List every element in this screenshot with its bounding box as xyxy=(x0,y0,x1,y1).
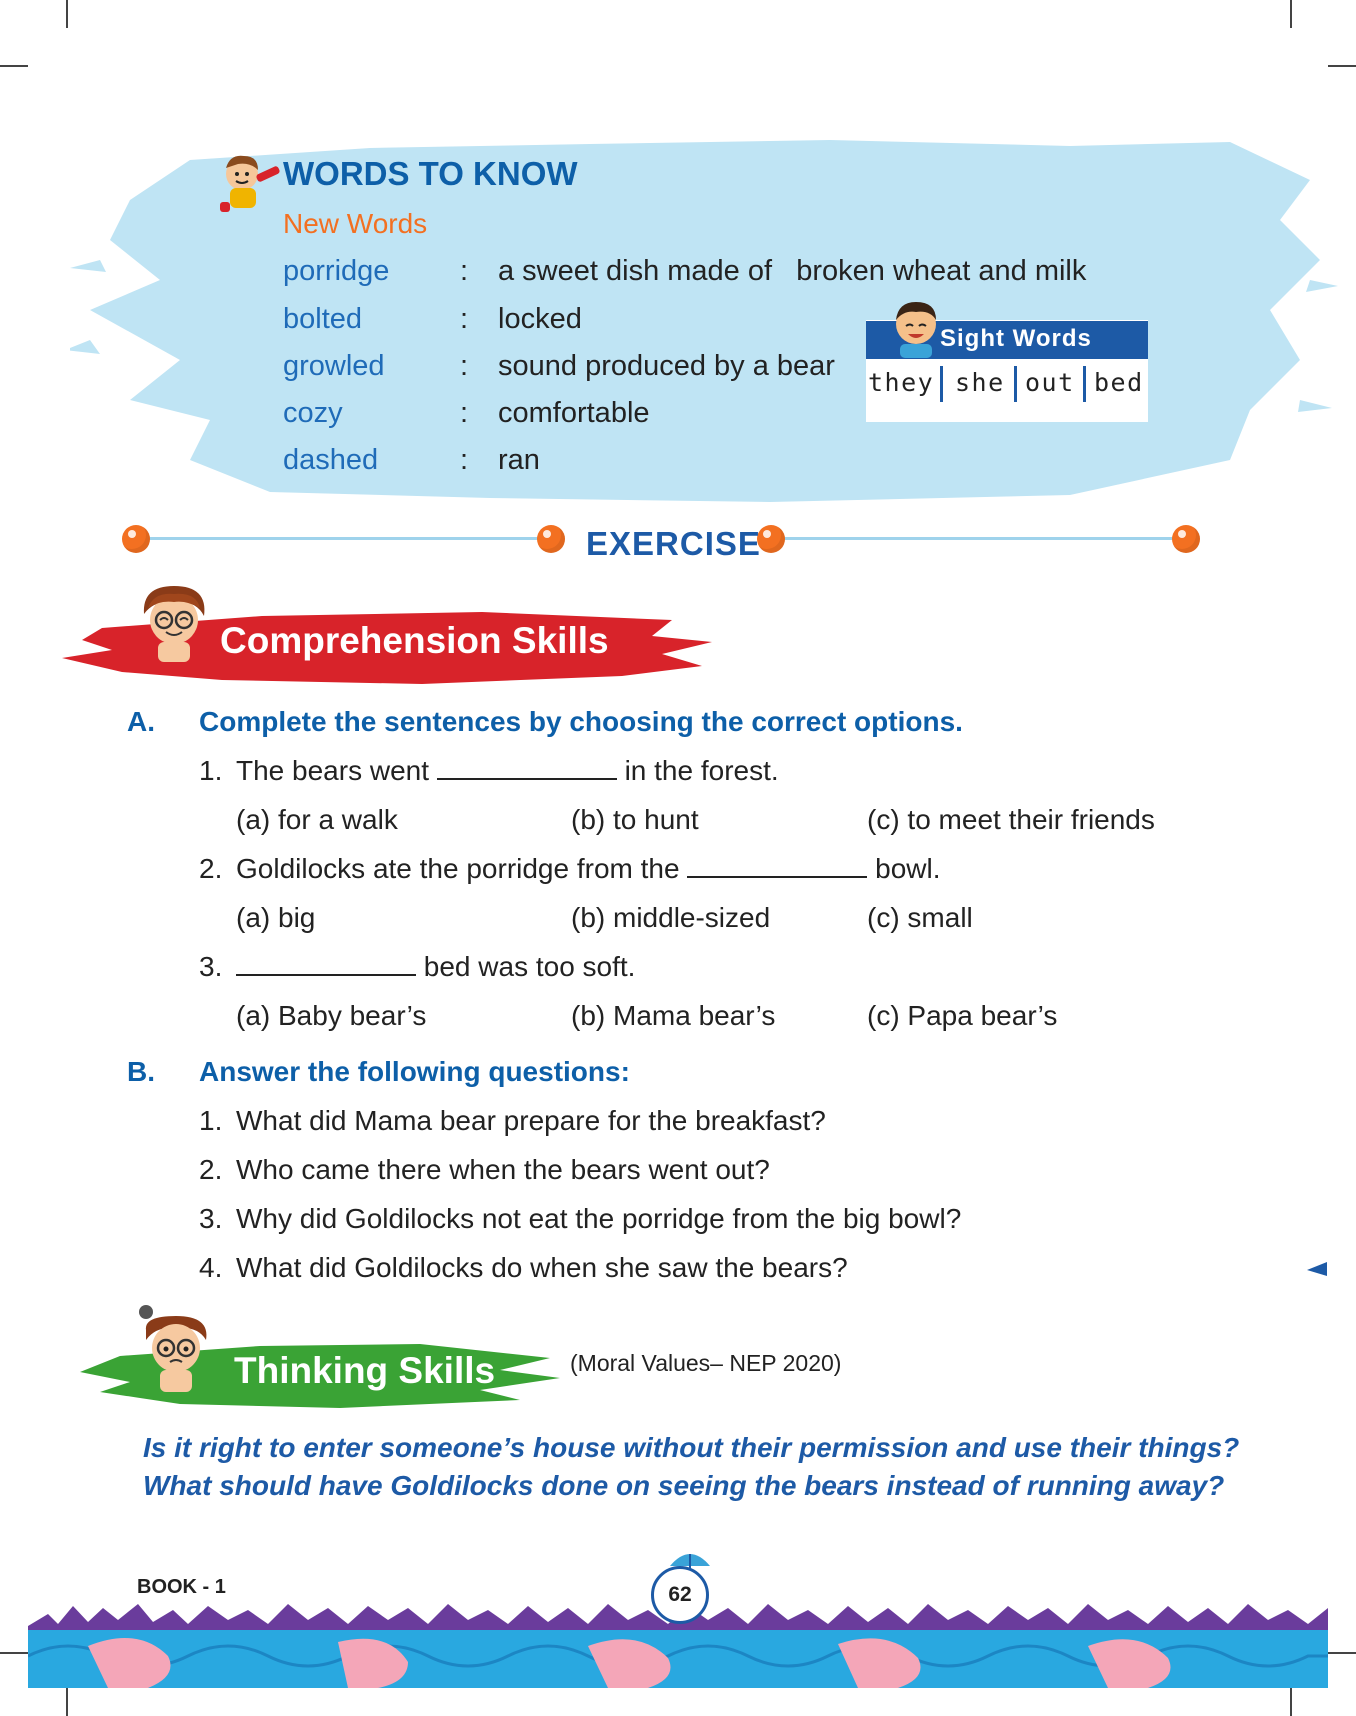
exercise-divider-line xyxy=(148,537,540,540)
vocab-word: bolted xyxy=(283,303,363,335)
reading-kid-icon xyxy=(212,150,284,216)
comprehension-kid-icon xyxy=(130,578,220,668)
question-number: 4. xyxy=(199,1252,223,1283)
option: (a) big xyxy=(236,902,316,933)
question-text: What did Mama bear prepare for the breakfast? xyxy=(236,1105,826,1136)
vocab-colon: : xyxy=(460,255,469,287)
question-number: 1. xyxy=(199,1105,223,1136)
vocab-meaning: ran xyxy=(498,444,540,476)
vocab-colon: : xyxy=(460,303,469,335)
orange-dot-icon xyxy=(537,525,565,553)
question-line xyxy=(236,853,941,885)
sight-word-separator xyxy=(940,366,943,402)
orange-dot-icon xyxy=(1172,525,1200,553)
option: (b) Mama bear’s xyxy=(571,1000,776,1031)
crop-mark xyxy=(1328,1652,1356,1654)
vocab-meaning: a sweet dish made of broken wheat and milk xyxy=(498,255,1087,287)
sight-words-kid-icon xyxy=(886,296,946,358)
option: (b) middle-sized xyxy=(571,902,771,933)
option: (c) small xyxy=(867,902,973,933)
answer-blank xyxy=(437,777,617,780)
sight-word: bed xyxy=(1094,368,1144,397)
vocab-meaning: comfortable xyxy=(498,397,650,429)
question-number: 3. xyxy=(199,1203,223,1234)
exercise-title: EXERCISE xyxy=(586,525,761,562)
question-number: 3. xyxy=(199,951,223,982)
question-number: 2. xyxy=(199,853,223,884)
answer-blank xyxy=(687,875,867,878)
crop-mark xyxy=(1290,0,1292,28)
question-number: 2. xyxy=(199,1154,223,1185)
question-number: 1. xyxy=(199,755,223,786)
page-number: 62 xyxy=(651,1566,709,1624)
section-a-letter: A. xyxy=(127,706,155,737)
question-text: in the forest. xyxy=(624,755,779,786)
answer-blank xyxy=(236,973,416,976)
section-b-instruction: Answer the following questions: xyxy=(199,1056,630,1087)
crop-mark xyxy=(0,1652,28,1654)
orange-dot-icon xyxy=(122,525,150,553)
question-line xyxy=(236,755,779,787)
sight-word-separator xyxy=(1083,366,1086,402)
question-text: Who came there when the bears went out? xyxy=(236,1154,770,1185)
question-text: What did Goldilocks do when she saw the bears? xyxy=(236,1252,848,1283)
exercise-divider-line xyxy=(784,537,1176,540)
question-text: bed was too soft. xyxy=(423,951,636,982)
question-line xyxy=(236,951,635,983)
option: (c) to meet their friends xyxy=(867,804,1155,835)
thinking-question: What should have Goldilocks done on seeing the bears instead of running away? xyxy=(143,1470,1225,1501)
thinking-question: Is it right to enter someone’s house without their permission and use their things? xyxy=(143,1432,1240,1463)
sight-words-title: Sight Words xyxy=(940,325,1092,352)
crop-mark xyxy=(66,1688,68,1716)
vocab-meaning: sound produced by a bear xyxy=(498,350,835,382)
question-text: Goldilocks ate the porridge from the xyxy=(236,853,680,884)
margin-arrow-icon xyxy=(1307,1262,1327,1276)
vocab-word: dashed xyxy=(283,444,379,476)
question-text: The bears went xyxy=(236,755,429,786)
sight-word: they xyxy=(868,368,935,397)
crop-mark xyxy=(0,65,28,67)
new-words-subtitle: New Words xyxy=(283,208,428,239)
section-a-instruction: Complete the sentences by choosing the correct options. xyxy=(199,706,963,737)
section-b-letter: B. xyxy=(127,1056,155,1087)
vocab-word: porridge xyxy=(283,255,390,287)
book-label: BOOK - 1 xyxy=(137,1576,226,1598)
vocab-meaning: locked xyxy=(498,303,582,335)
comprehension-banner-title: Comprehension Skills xyxy=(220,620,609,661)
option: (c) Papa bear’s xyxy=(867,1000,1058,1031)
option: (a) for a walk xyxy=(236,804,398,835)
thinking-kid-icon xyxy=(134,1300,220,1400)
vocab-word: cozy xyxy=(283,397,343,429)
orange-dot-icon xyxy=(757,525,785,553)
sight-word: out xyxy=(1025,368,1075,397)
crop-mark xyxy=(1290,1688,1292,1716)
question-text: bowl. xyxy=(875,853,941,884)
vocab-word: growled xyxy=(283,350,385,382)
vocab-colon: : xyxy=(460,397,469,429)
option: (a) Baby bear’s xyxy=(236,1000,427,1031)
question-text: Why did Goldilocks not eat the porridge from the big bowl? xyxy=(236,1203,962,1234)
crop-mark xyxy=(1328,65,1356,67)
moral-values-tag: (Moral Values– NEP 2020) xyxy=(570,1350,842,1376)
crop-mark xyxy=(66,0,68,28)
sight-word-separator xyxy=(1014,366,1017,402)
option: (b) to hunt xyxy=(571,804,699,835)
sight-word: she xyxy=(955,368,1005,397)
words-to-know-title: WORDS TO KNOW xyxy=(283,155,578,192)
vocab-colon: : xyxy=(460,444,469,476)
thinking-banner-title: Thinking Skills xyxy=(234,1350,496,1391)
vocab-colon: : xyxy=(460,350,469,382)
